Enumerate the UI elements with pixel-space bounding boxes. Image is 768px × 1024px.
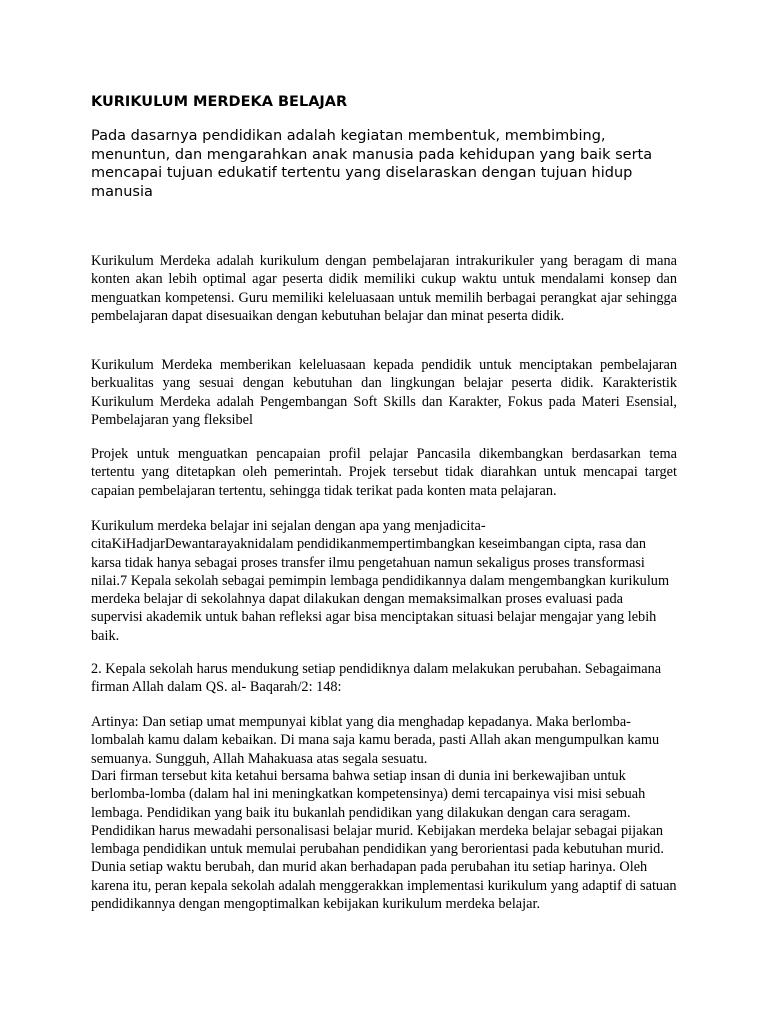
- paragraph-projek: Projek untuk menguatkan pencapaian profil pelajar Pancasila dikembangkan berdasarkan tema tertentu yang ditetapkan oleh pemerintah. Projek tersebut tidak diarahkan untuk mencapai target capaian pembelajaran tertentu, sehingga tidak terikat pada konten mata pelajaran.: [91, 446, 677, 499]
- paragraph-characteristics: Kurikulum Merdeka memberikan keleluasaan kepada pendidik untuk menciptakan pembelajaran berkualitas yang sesuai dengan kebutuhan dan lingkungan belajar peserta didik. Karakteristik Kurikulum Merdeka adalah Pengembangan Soft Skills dan Karakter, Fokus pada Materi Esensial, Pembelajaran yang fleksibel: [91, 357, 677, 428]
- paragraph-conclusion: Dari firman tersebut kita ketahui bersama bahwa setiap insan di dunia ini berkewajiban untuk berlomba-lomba (dalam hal ini meningkatkan kompetensinya) demi tercapainya visi misi sebuah lembaga. Pendidikan yang baik itu bukanlah pendidikan yang dilakukan dengan cara seragam. Pendidikan harus mewadahi personalisasi belajar murid. Kebijakan merdeka belajar sebagai pijakan lembaga pendidikan untuk memulai perubahan pendidikan yang berorientasi pada kebutuhan murid. Dunia setiap waktu berubah, dan murid akan berhadapan pada perubahan itu setiap harinya. Oleh karena itu, peran kepala sekolah adalah menggerakkan implementasi kurikulum yang adaptif di satuan pendidikannya dengan mengoptimalkan kebijakan kurikulum merdeka belajar.: [91, 768, 677, 913]
- paragraph-ki-hadjar: Kurikulum merdeka belajar ini sejalan dengan apa yang menjadicita-citaKiHadjarDewantarayaknidalam pendidikanmempertimbangkan keseimbangan cipta, rasa dan karsa tidak hanya sebagai proses transfer ilmu pengetahuan namun sekaligus proses transformasi nilai.7 Kepala sekolah sebagai pemimpin lembaga pendidikannya dalam mengembangkan kurikulum merdeka belajar di sekolahnya dapat dilakukan dengan memaksimalkan proses evaluasi pada supervisi akademik untuk bahan refleksi agar bisa menciptakan situasi belajar mengajar yang lebih baik.: [91, 518, 670, 644]
- document-title: KURIKULUM MERDEKA BELAJAR: [91, 94, 348, 110]
- intro-paragraph: Pada dasarnya pendidikan adalah kegiatan membentuk, membimbing, menuntun, dan mengarahkan anak manusia pada kehidupan yang baik serta mencapai tujuan edukatif tertentu yang diselaraskan dengan tujuan hidup manusia: [91, 128, 653, 200]
- paragraph-point-2: 2. Kepala sekolah harus mendukung setiap pendidiknya dalam melakukan perubahan. Sebagaimana firman Allah dalam QS. al- Baqarah/2: 148:: [91, 661, 662, 696]
- paragraph-artinya: Artinya: Dan setiap umat mempunyai kiblat yang dia menghadap kepadanya. Maka berlomba-lombalah kamu dalam kebaikan. Di mana saja kamu berada, pasti Allah akan mengumpulkan kamu semuanya. Sungguh, Allah Mahakuasa atas segala sesuatu.: [91, 714, 660, 767]
- paragraph-definition: Kurikulum Merdeka adalah kurikulum dengan pembelajaran intrakurikuler yang beragam di mana konten akan lebih optimal agar peserta didik memiliki cukup waktu untuk mendalami konsep dan menguatkan kompetensi. Guru memiliki keleluasaan untuk memilih berbagai perangkat ajar sehingga pembelajaran dapat disesuaikan dengan kebutuhan belajar dan minat peserta didik.: [91, 253, 677, 324]
